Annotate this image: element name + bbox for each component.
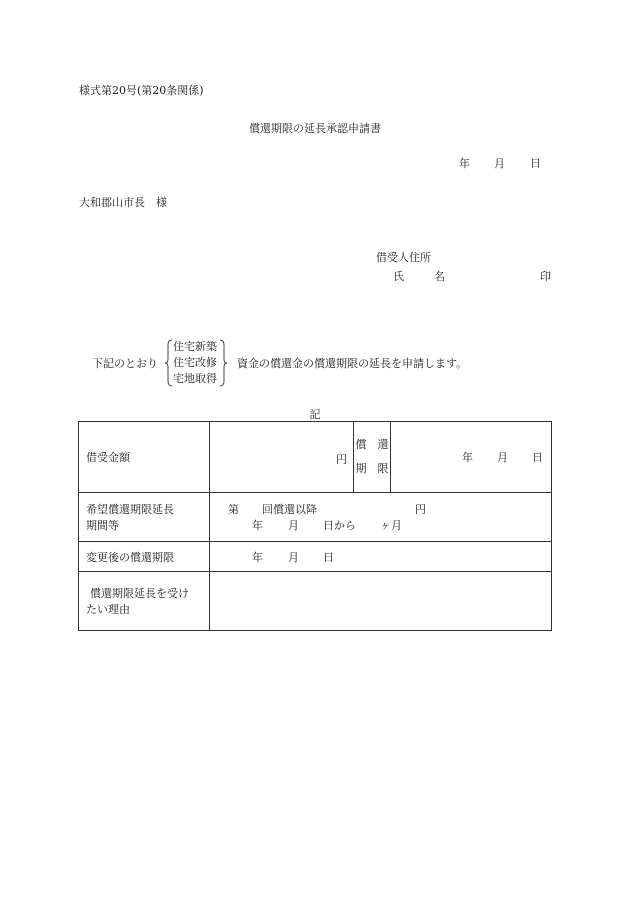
- installment-from-label: 回償還以降: [262, 503, 317, 516]
- reason-field[interactable]: [210, 572, 552, 631]
- extension-label-line-1: 希望償還期限延長: [86, 503, 174, 516]
- table-row: [79, 493, 552, 542]
- date-year: 年: [462, 451, 473, 464]
- purpose-new-construction: 住宅新築: [173, 340, 217, 353]
- table-row: [79, 422, 552, 493]
- applicant-address-label: 借受人住所: [376, 251, 431, 264]
- changed-month: 月: [288, 551, 299, 564]
- table-row: [79, 572, 552, 631]
- from-month: 月: [288, 519, 299, 532]
- applicant-name-label: [393, 268, 445, 284]
- name-label-part-2: 名: [434, 270, 445, 283]
- from-day: 日から: [323, 519, 356, 532]
- repayment-deadline-label-line-1: 償 還: [355, 438, 389, 451]
- from-year: 年: [252, 519, 263, 532]
- yen-unit: 円: [336, 453, 347, 466]
- intro-suffix: 資金の償還金の償還期限の延長を申請します。: [237, 357, 468, 370]
- purpose-land-acquisition: 宅地取得: [173, 372, 217, 385]
- table-row: [79, 542, 552, 572]
- changed-deadline-label: 変更後の償還期限: [79, 542, 210, 572]
- purpose-renovation: 住宅改修: [173, 356, 217, 369]
- name-label-part-1: 氏: [393, 270, 404, 283]
- application-table: [78, 421, 552, 631]
- ki-heading: 記: [309, 408, 321, 421]
- changed-deadline-field[interactable]: [210, 542, 552, 572]
- extension-label-line-2: 期間等: [86, 519, 119, 532]
- date-month: 月: [497, 451, 508, 464]
- purpose-options: [165, 339, 227, 387]
- loan-amount-field[interactable]: [210, 422, 354, 493]
- loan-amount-label: 借受金額: [79, 422, 210, 493]
- header-date-month: 月: [494, 157, 505, 170]
- changed-day: 日: [323, 551, 334, 564]
- dai-label: 第: [228, 503, 239, 516]
- header-date-day: 日: [530, 157, 541, 170]
- header-date-year: 年: [459, 157, 470, 170]
- reason-label: [79, 572, 210, 631]
- reason-label-line-1: 償還期限延長を受け: [90, 587, 189, 600]
- reason-label-line-2: たい理由: [86, 603, 130, 616]
- repayment-deadline-label: [354, 422, 391, 493]
- repayment-deadline-field[interactable]: [391, 422, 552, 493]
- amount-yen-label: 円: [415, 503, 426, 516]
- seal-label: 印: [540, 270, 551, 283]
- document-title: 償還期限の延長承認申請書: [249, 122, 381, 135]
- intro-prefix: 下記のとおり: [92, 357, 158, 370]
- addressee: 大和郡山市長 様: [79, 196, 167, 209]
- extension-period-label: [79, 493, 210, 542]
- repayment-deadline-label-line-2: 期 限: [355, 462, 389, 475]
- changed-year: 年: [252, 551, 263, 564]
- form-number-label: 様式第20号(第20条関係): [79, 84, 204, 97]
- extension-period-field[interactable]: [210, 493, 552, 542]
- months-unit: ヶ月: [380, 519, 402, 532]
- date-day: 日: [532, 451, 543, 464]
